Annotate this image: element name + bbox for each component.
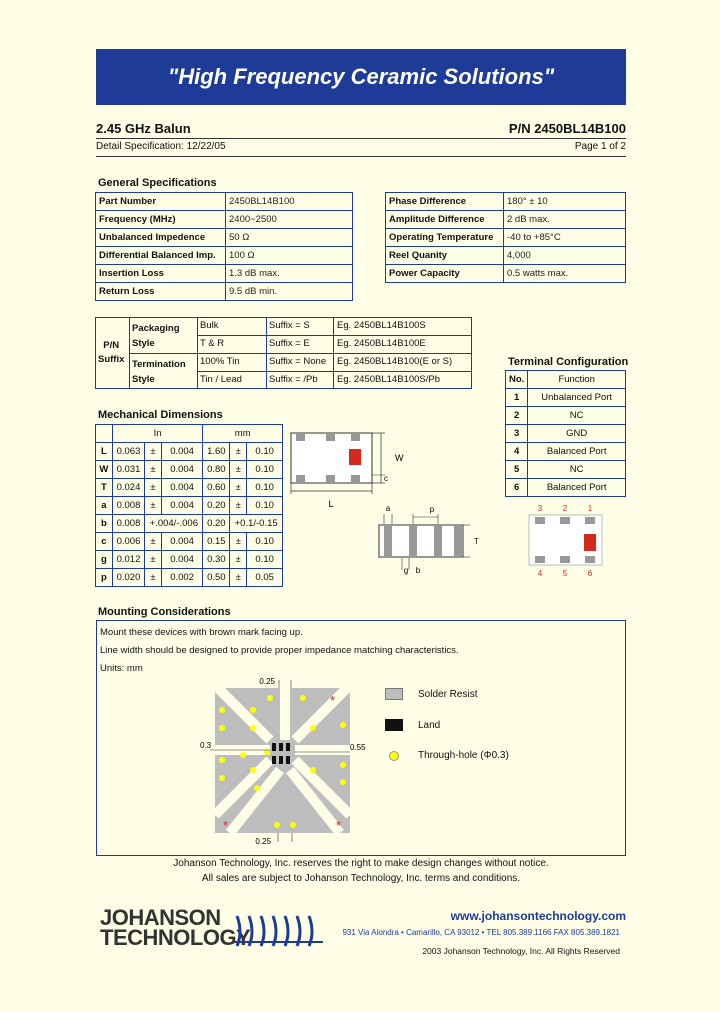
general-title: General Specifications (98, 177, 217, 189)
mech-cell: 0.30 (203, 551, 230, 569)
mech-cell: ± (230, 479, 247, 497)
dim-t: T (474, 537, 479, 546)
head-fn: Function (528, 371, 626, 389)
mech-cell: ± (145, 479, 162, 497)
mech-cell: 0.012 (112, 551, 144, 569)
legend-land-label: Land (418, 720, 441, 731)
terminal-row (506, 407, 626, 425)
pn-suffix-label: P/N Suffix (98, 340, 125, 365)
sub-row (96, 141, 626, 155)
mech-mm-val: 0.20 (203, 515, 230, 533)
terminal-fn: Balanced Port (528, 443, 626, 461)
dim-w: W (395, 453, 404, 463)
copyright: 2003 Johanson Technology, Inc. All Rights Reserved (422, 946, 620, 956)
mech-cell: 0.10 (247, 443, 283, 461)
detail-spec: Detail Specification: 12/22/05 (96, 141, 226, 152)
spec-row (96, 283, 353, 301)
terminal-fn: NC (528, 461, 626, 479)
mech-cell: 0.10 (247, 461, 283, 479)
spec-value: 2400~2500 (226, 211, 353, 229)
side-view-drawing (374, 500, 494, 580)
mech-cell: ± (230, 461, 247, 479)
suffix-cell: Suffix = /Pb (269, 374, 318, 385)
mech-cell: ± (230, 533, 247, 551)
pcb-layout-drawing (195, 670, 375, 850)
spec-label: Differential Balanced Imp. (96, 247, 226, 265)
mech-cell: 0.10 (247, 479, 283, 497)
dim-right: 0.55 (350, 743, 366, 752)
mech-cell: ± (145, 497, 162, 515)
terminal-fn: Unbalanced Port (528, 389, 626, 407)
mech-cell: 0.004 (161, 443, 203, 461)
spec-label: Amplitude Difference (386, 211, 504, 229)
mech-cell: 0.60 (203, 479, 230, 497)
mount-line1: Mount these devices with brown mark facing up. (100, 627, 303, 638)
mech-symbol: c (96, 533, 113, 551)
spec-row (386, 247, 626, 265)
address: 931 Via Alondra • Camarillo, CA 93012 • TEL 805.389.1166 FAX 805.389.1821 (342, 928, 620, 937)
pin-label: 5 (562, 569, 568, 578)
suffix-cell: Suffix = E (269, 338, 310, 349)
mech-row (96, 461, 283, 479)
mech-symbol: g (96, 551, 113, 569)
spec-row (96, 211, 353, 229)
spec-label: Power Capacity (386, 265, 504, 283)
terminal-no: 2 (506, 407, 528, 425)
terminal-no: 1 (506, 389, 528, 407)
mech-row (96, 443, 283, 461)
pin-label: 1 (587, 504, 593, 513)
mech-cell: 0.10 (247, 533, 283, 551)
spec-row (96, 247, 353, 265)
mech-cell: ± (145, 533, 162, 551)
spec-label: Phase Difference (386, 193, 504, 211)
mech-cell: 0.004 (161, 461, 203, 479)
mech-cell: ± (230, 569, 247, 587)
dim-top: 0.25 (259, 677, 275, 686)
mech-cell: ± (230, 551, 247, 569)
spec-label: Operating Temperature (386, 229, 504, 247)
terminal-no: 6 (506, 479, 528, 497)
mechanical-title: Mechanical Dimensions (98, 409, 223, 421)
terminal-row (506, 443, 626, 461)
legend-solder-swatch (385, 688, 403, 700)
mech-symbol: W (96, 461, 113, 479)
general-left-table (95, 192, 353, 301)
divider (96, 156, 626, 157)
mech-cell: 0.006 (112, 533, 144, 551)
mech-symbol: p (96, 569, 113, 587)
head-mm: mm (203, 425, 283, 443)
spec-value: -40 to +85°C (504, 229, 626, 247)
svg-text:*: * (330, 693, 336, 708)
suffix-cell: Eg. 2450BL14B100E (337, 338, 426, 349)
mech-cell: ± (145, 461, 162, 479)
terminal-diagram (505, 500, 626, 582)
mech-symbol: T (96, 479, 113, 497)
packaging-style-label: Packaging Style (132, 323, 180, 349)
suffix-cell: Suffix = S (269, 320, 310, 331)
mech-cell: 0.004 (161, 479, 203, 497)
mech-in-val: 0.008 (112, 515, 144, 533)
pin-label: 3 (537, 504, 543, 513)
legend-solder-label: Solder Resist (418, 689, 478, 700)
dim-b: b (415, 566, 421, 575)
mech-blank (96, 425, 113, 443)
general-right-table (385, 192, 626, 283)
spec-value: 50 Ω (226, 229, 353, 247)
spec-row (386, 211, 626, 229)
dim-a: a (385, 504, 391, 513)
legend-throughhole-swatch (389, 751, 399, 761)
units-label: Units: mm (100, 663, 143, 674)
mounting-title: Mounting Considerations (98, 606, 231, 618)
terminal-no: 4 (506, 443, 528, 461)
footer-line1: Johanson Technology, Inc. reserves the right to make design changes without notice. (173, 858, 549, 869)
mech-cell: ± (230, 443, 247, 461)
mech-symbol: b (96, 515, 113, 533)
terminal-row (506, 479, 626, 497)
pin-label: 6 (587, 569, 593, 578)
spec-value: 2 dB max. (504, 211, 626, 229)
suffix-cell: Eg. 2450BL14B100S (337, 320, 426, 331)
mech-cell: 0.10 (247, 497, 283, 515)
head-in: In (112, 425, 203, 443)
head-no: No. (506, 371, 528, 389)
spec-value: 4,000 (504, 247, 626, 265)
spec-row (386, 265, 626, 283)
terminal-fn: Balanced Port (528, 479, 626, 497)
suffix-cell: Tin / Lead (200, 374, 242, 385)
suffix-cell: Eg. 2450BL14B100(E or S) (337, 356, 453, 367)
mech-symbol: L (96, 443, 113, 461)
terminal-no: 5 (506, 461, 528, 479)
spec-row (386, 229, 626, 247)
mech-cell: ± (145, 569, 162, 587)
logo-wave-icon (233, 912, 325, 950)
suffix-cell: Bulk (200, 320, 219, 331)
mech-row (96, 497, 283, 515)
terminal-row (506, 389, 626, 407)
mech-head (96, 425, 283, 443)
terminal-title: Terminal Configuration (508, 356, 629, 368)
mech-cell: 0.020 (112, 569, 144, 587)
website-link[interactable]: www.johansontechnology.com (450, 909, 626, 923)
mech-cell: 0.80 (203, 461, 230, 479)
mech-cell: 1.60 (203, 443, 230, 461)
dim-g: g (403, 566, 409, 575)
suffix-cell: Suffix = None (269, 356, 327, 367)
termination-style-label: Termination Style (132, 359, 186, 385)
spec-label: Part Number (96, 193, 226, 211)
dim-l: L (328, 499, 334, 509)
spec-label: Frequency (MHz) (96, 211, 226, 229)
spec-label: Unbalanced Impedence (96, 229, 226, 247)
mech-cell: 0.20 (203, 497, 230, 515)
spec-value: 9.5 dB min. (226, 283, 353, 301)
mech-cell: 0.05 (247, 569, 283, 587)
mech-cell: 0.10 (247, 551, 283, 569)
terminal-row (506, 461, 626, 479)
part-number: P/N 2450BL14B100 (508, 121, 626, 136)
mech-mm-tol: +0.1/-0.15 (230, 515, 283, 533)
mech-cell: 0.004 (161, 497, 203, 515)
dim-p: p (429, 505, 435, 514)
page-number: Page 1 of 2 (574, 141, 626, 152)
spec-value: 1.3 dB max. (226, 265, 353, 283)
mech-row (96, 479, 283, 497)
legend-land-swatch (385, 719, 403, 731)
pin-label: 4 (537, 569, 543, 578)
company-logo: JOHANSON TECHNOLOGY (100, 905, 251, 950)
mech-in-tol: +.004/-.006 (145, 515, 203, 533)
mech-cell: 0.15 (203, 533, 230, 551)
mech-cell: 0.063 (112, 443, 144, 461)
terminal-row (506, 425, 626, 443)
mechanical-table (95, 424, 283, 587)
spec-value: 2450BL14B100 (226, 193, 353, 211)
mech-symbol: a (96, 497, 113, 515)
svg-text:*: * (223, 818, 229, 833)
dim-c: c (384, 474, 388, 483)
title-row (96, 121, 626, 139)
terminal-fn: GND (528, 425, 626, 443)
mech-cell: 0.024 (112, 479, 144, 497)
suffix-cell: T & R (200, 338, 225, 349)
suffix-cell: Eg. 2450BL14B100S/Pb (337, 374, 441, 385)
legend-throughhole-label: Through-hole (Φ0.3) (418, 750, 509, 761)
spec-row (96, 193, 353, 211)
spec-label: Reel Quanity (386, 247, 504, 265)
mech-cell: 0.031 (112, 461, 144, 479)
mech-cell: ± (145, 443, 162, 461)
spec-row (386, 193, 626, 211)
terminal-no: 3 (506, 425, 528, 443)
spec-value: 0.5 watts max. (504, 265, 626, 283)
spec-label: Insertion Loss (96, 265, 226, 283)
mech-cell: ± (230, 497, 247, 515)
svg-text:*: * (336, 818, 342, 833)
mech-row (96, 569, 283, 587)
spec-row (96, 229, 353, 247)
suffix-cell: 100% Tin (200, 356, 240, 367)
mech-row (96, 515, 283, 533)
spec-row (96, 265, 353, 283)
mech-cell: 0.002 (161, 569, 203, 587)
dim-bottom: 0.25 (255, 837, 271, 846)
pin-label: 2 (562, 504, 568, 513)
spec-value: 100 Ω (226, 247, 353, 265)
mech-cell: 0.004 (161, 551, 203, 569)
mech-cell: 0.50 (203, 569, 230, 587)
footer-line2: All sales are subject to Johanson Technology, Inc. terms and conditions. (201, 873, 521, 884)
mech-cell: 0.008 (112, 497, 144, 515)
terminal-table (505, 370, 626, 497)
spec-label: Return Loss (96, 283, 226, 301)
spec-value: 180° ± 10 (504, 193, 626, 211)
mech-cell: ± (145, 551, 162, 569)
product-title: 2.45 GHz Balun (96, 121, 191, 136)
banner: "High Frequency Ceramic Solutions" (96, 49, 626, 105)
dim-left: 0.3 (200, 741, 212, 750)
mech-row (96, 551, 283, 569)
mount-line2: Line width should be designed to provide proper impedance matching characteristics. (100, 645, 459, 656)
mech-row (96, 533, 283, 551)
mech-cell: 0.004 (161, 533, 203, 551)
terminal-fn: NC (528, 407, 626, 425)
terminal-head (506, 371, 626, 389)
